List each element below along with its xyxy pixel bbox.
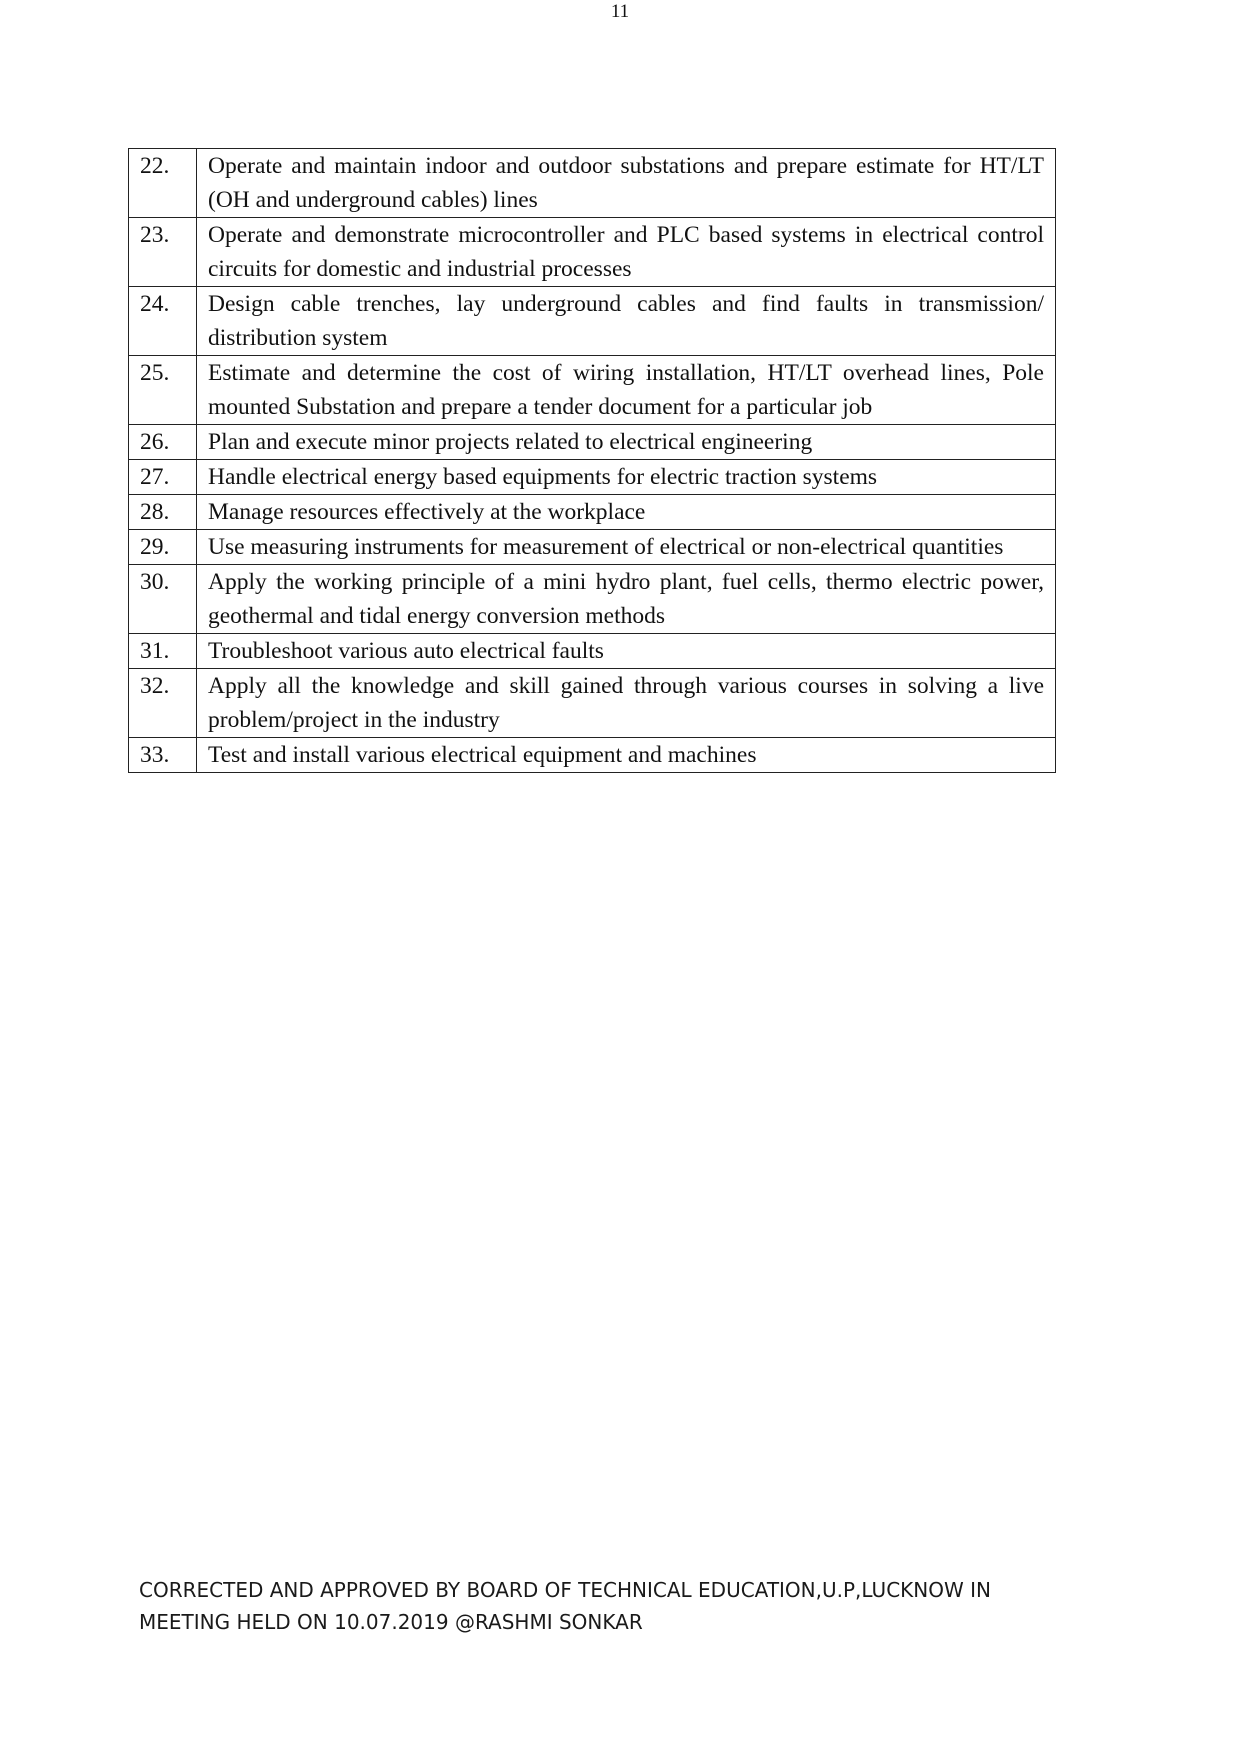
footer-line-2: MEETING HELD ON 10.07.2019 @RASHMI SONKAR — [139, 1610, 643, 1634]
footer-line-1: CORRECTED AND APPROVED BY BOARD OF TECHNICAL EDUCATION,U.P,LUCKNOW IN — [139, 1578, 991, 1602]
row-number: 30. — [129, 565, 197, 634]
table-row — [129, 460, 1056, 495]
row-number: 23. — [129, 218, 197, 287]
row-text: Operate and maintain indoor and outdoor substations and prepare estimate for HT/LT (OH and underground cables) lines — [197, 149, 1056, 218]
row-text: Apply all the knowledge and skill gained through various courses in solving a live problem/project in the industry — [197, 669, 1056, 738]
table-row — [129, 218, 1056, 287]
row-text: Manage resources effectively at the workplace — [197, 495, 1056, 530]
table-row — [129, 287, 1056, 356]
row-text: Troubleshoot various auto electrical faults — [197, 634, 1056, 669]
row-number: 28. — [129, 495, 197, 530]
table-row — [129, 669, 1056, 738]
row-number: 24. — [129, 287, 197, 356]
table-row — [129, 149, 1056, 218]
row-text: Plan and execute minor projects related to electrical engineering — [197, 425, 1056, 460]
row-number: 26. — [129, 425, 197, 460]
row-number: 32. — [129, 669, 197, 738]
row-number: 29. — [129, 530, 197, 565]
row-number: 27. — [129, 460, 197, 495]
row-text: Test and install various electrical equipment and machines — [197, 738, 1056, 773]
row-number: 33. — [129, 738, 197, 773]
approval-footer — [139, 1574, 1039, 1638]
row-number: 22. — [129, 149, 197, 218]
row-number: 31. — [129, 634, 197, 669]
table-row — [129, 634, 1056, 669]
table-row — [129, 425, 1056, 460]
table-row — [129, 738, 1056, 773]
page-number: 11 — [610, 1, 630, 22]
outcomes-table — [128, 148, 1056, 773]
table-row — [129, 356, 1056, 425]
row-text: Design cable trenches, lay underground cables and find faults in transmission/ distribution system — [197, 287, 1056, 356]
row-text: Use measuring instruments for measurement of electrical or non-electrical quantities — [197, 530, 1056, 565]
row-text: Handle electrical energy based equipments for electric traction systems — [197, 460, 1056, 495]
row-text: Operate and demonstrate microcontroller and PLC based systems in electrical control circuits for domestic and industrial processes — [197, 218, 1056, 287]
row-text: Apply the working principle of a mini hydro plant, fuel cells, thermo electric power, geothermal and tidal energy conversion methods — [197, 565, 1056, 634]
row-number: 25. — [129, 356, 197, 425]
table-row — [129, 530, 1056, 565]
table-row — [129, 565, 1056, 634]
row-text: Estimate and determine the cost of wiring installation, HT/LT overhead lines, Pole mounted Substation and prepare a tender document for a particular job — [197, 356, 1056, 425]
table-row — [129, 495, 1056, 530]
